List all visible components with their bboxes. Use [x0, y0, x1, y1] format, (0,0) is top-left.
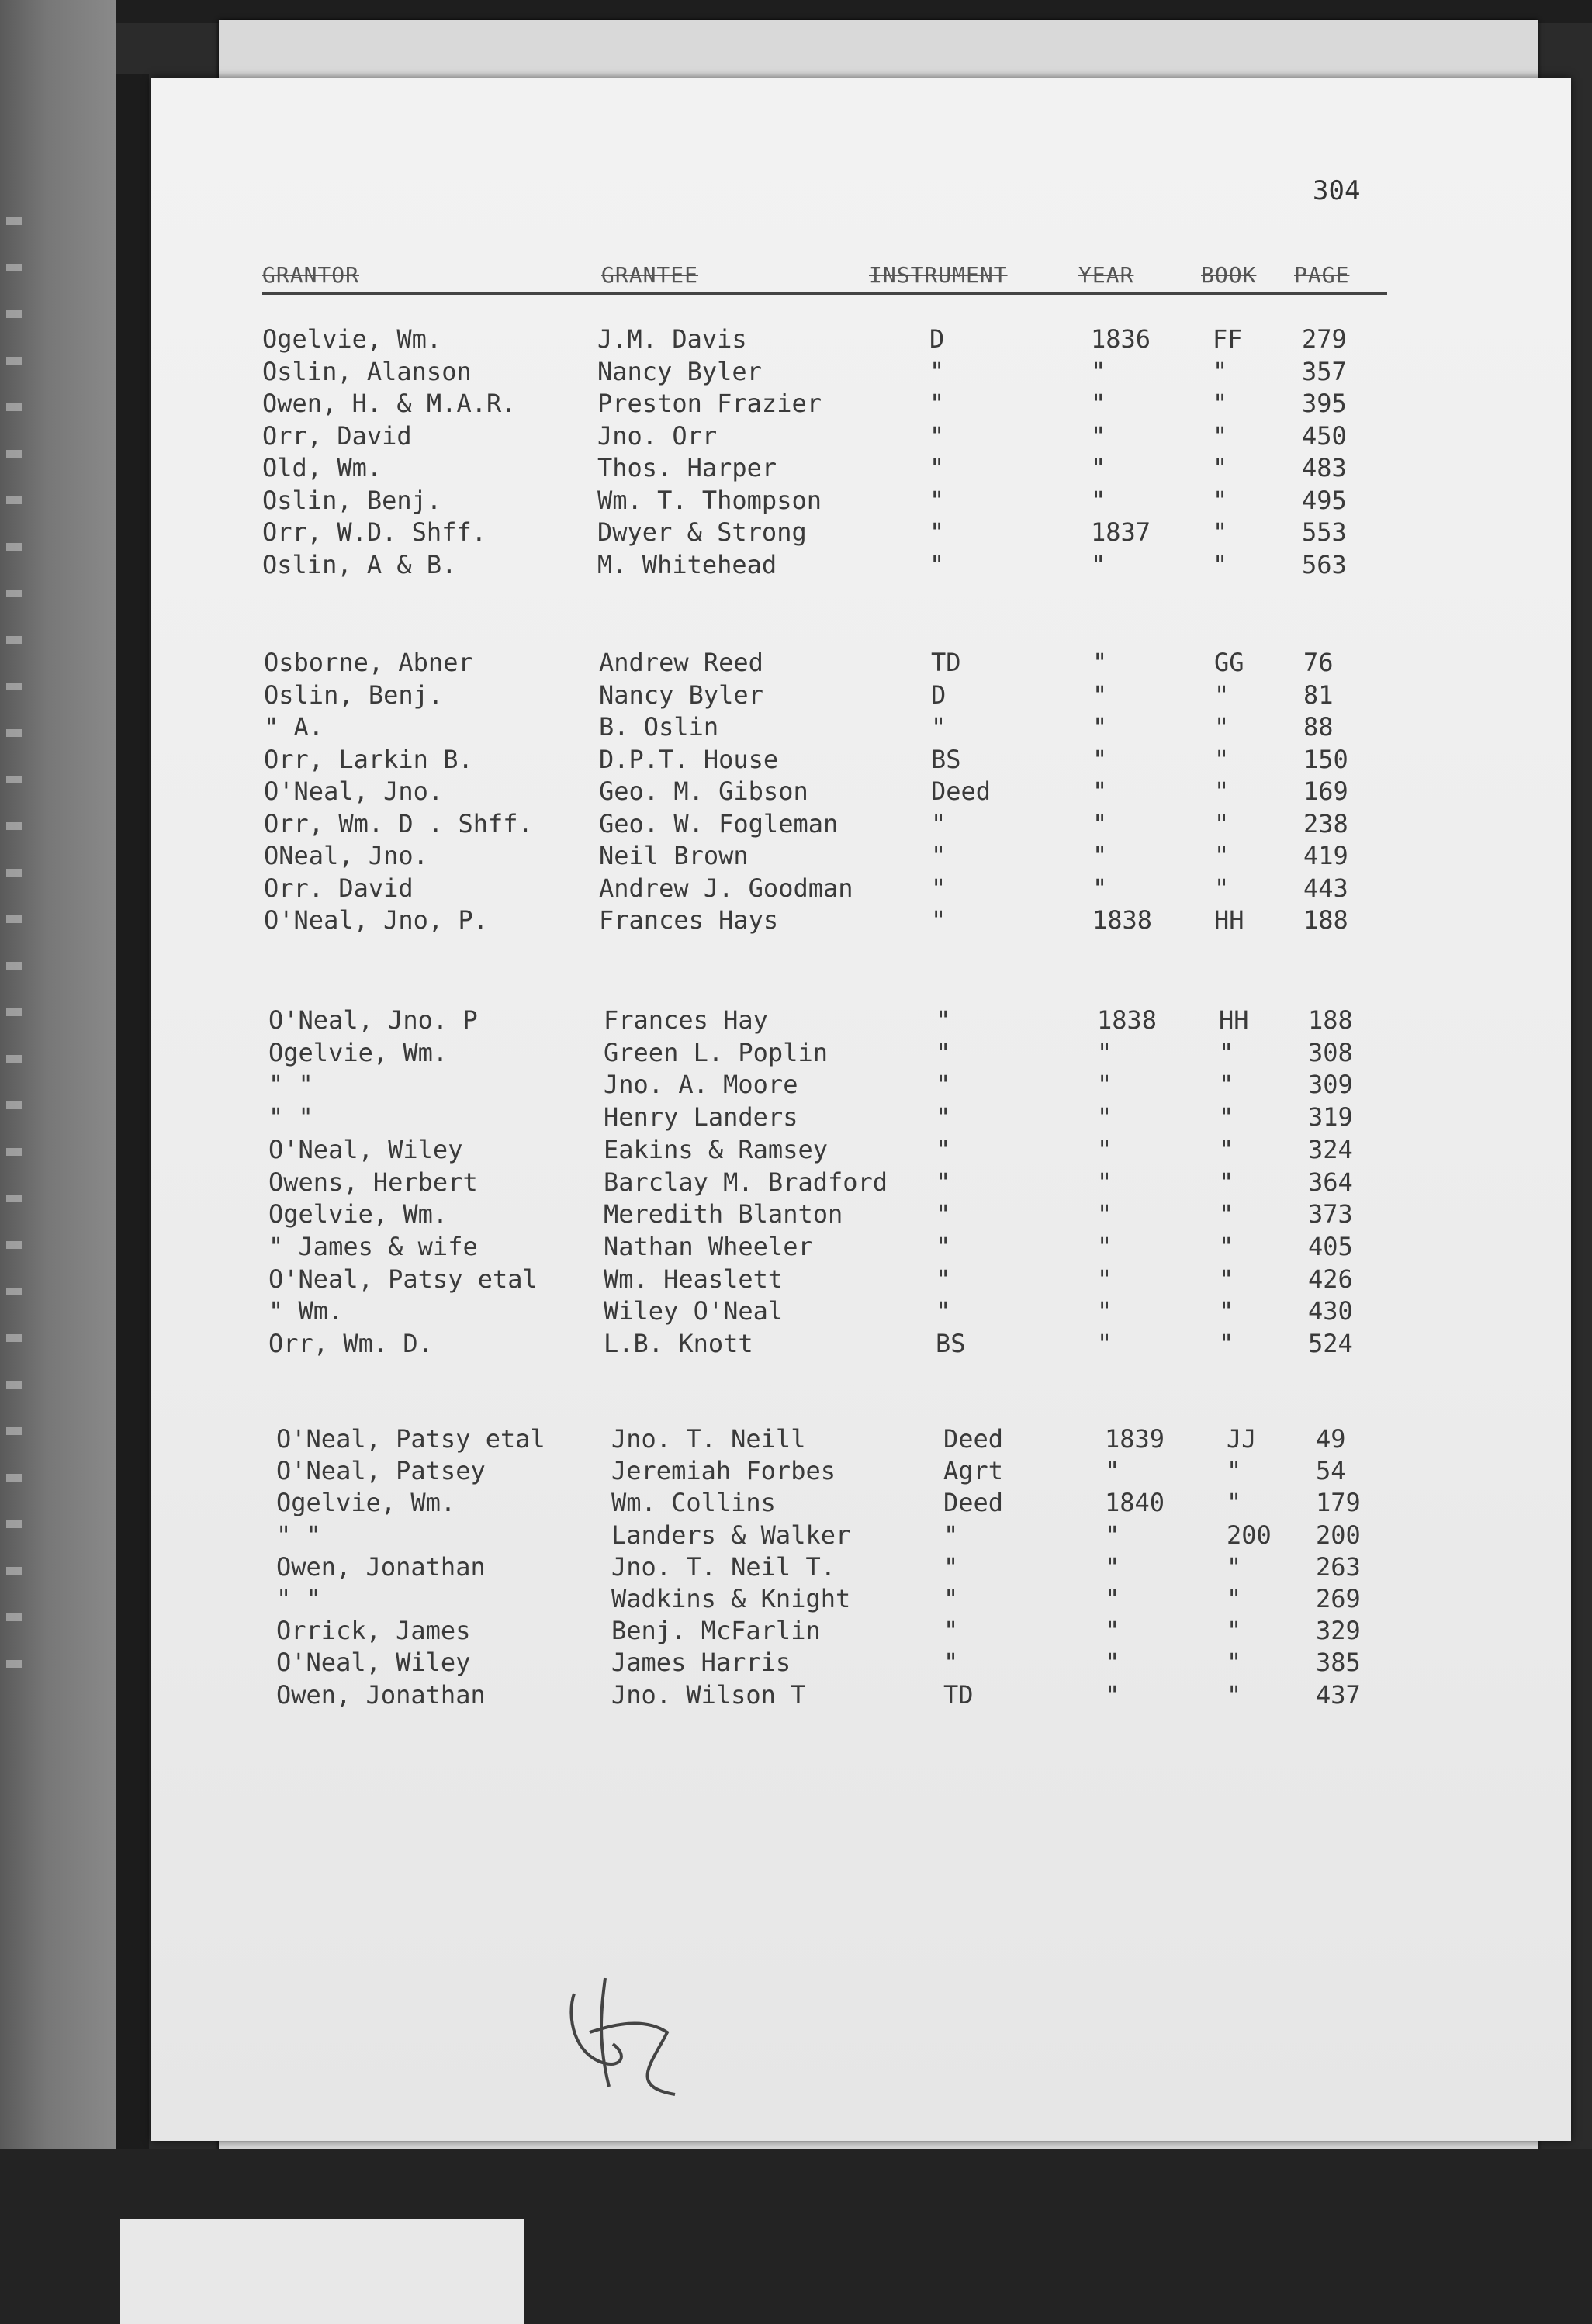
year-cell: " — [1092, 841, 1108, 870]
instrument-cell: " — [929, 517, 945, 547]
instrument-cell: " — [929, 453, 945, 482]
table-row — [268, 1135, 1432, 1166]
grantor-cell: Ogelvie, Wm. — [268, 1199, 448, 1229]
year-cell: " — [1092, 680, 1108, 710]
year-cell: 1838 — [1097, 1005, 1158, 1035]
table-row — [262, 389, 1426, 420]
page-cell: 88 — [1303, 712, 1334, 742]
book-cell: " — [1219, 1296, 1234, 1326]
table-row — [276, 1584, 1440, 1615]
table-row — [268, 1070, 1432, 1101]
instrument-cell: " — [943, 1551, 959, 1582]
book-cell: " — [1213, 549, 1228, 579]
book-cell: " — [1213, 420, 1228, 451]
instrument-cell: " — [929, 549, 945, 579]
grantee-cell: Frances Hay — [604, 1005, 768, 1035]
book-cell: 200 — [1227, 1520, 1272, 1550]
year-cell: 1838 — [1092, 905, 1153, 935]
grantee-cell: J.M. Davis — [597, 324, 747, 354]
book-cell: " — [1214, 841, 1230, 870]
book-cell: HH — [1219, 1005, 1249, 1035]
table-row — [268, 1296, 1432, 1327]
book-cell: " — [1219, 1134, 1234, 1164]
grantor-cell: Orr, David — [262, 420, 412, 451]
page-cell: 309 — [1308, 1070, 1353, 1100]
grantee-cell: Green L. Poplin — [604, 1037, 828, 1067]
page-cell: 188 — [1303, 905, 1348, 935]
book-cell: " — [1219, 1231, 1234, 1261]
book-cell: " — [1219, 1167, 1234, 1197]
instrument-cell: BS — [936, 1329, 966, 1358]
page-cell: 563 — [1302, 549, 1347, 579]
table-row — [264, 745, 1428, 776]
book-cell: " — [1219, 1102, 1234, 1133]
instrument-cell: " — [943, 1616, 959, 1646]
page-cell: 81 — [1303, 680, 1334, 710]
year-cell: " — [1092, 712, 1108, 742]
grantee-cell: Geo. M. Gibson — [599, 776, 808, 806]
table-row — [264, 680, 1428, 711]
grantee-cell: Geo. W. Fogleman — [599, 808, 839, 839]
year-cell: " — [1092, 776, 1108, 806]
table-row — [268, 1167, 1432, 1198]
year-cell: " — [1091, 420, 1106, 451]
page-cell: 150 — [1303, 744, 1348, 774]
book-cell: " — [1227, 1648, 1242, 1678]
table-row — [276, 1520, 1440, 1551]
page-number: 304 — [1313, 175, 1361, 206]
grantor-cell: Oslin, Benj. — [262, 485, 442, 515]
book-cell: " — [1214, 873, 1230, 903]
instrument-cell: " — [936, 1264, 951, 1294]
page-cell: 483 — [1302, 453, 1347, 482]
grantor-cell: Orr, Larkin B. — [264, 744, 473, 774]
table-row — [276, 1488, 1440, 1519]
page-cell: 279 — [1302, 324, 1347, 354]
grantee-cell: Wm. T. Thompson — [597, 485, 822, 515]
table-row — [268, 1232, 1432, 1263]
table-row — [276, 1680, 1440, 1711]
grantor-cell: Owen, Jonathan — [276, 1679, 486, 1710]
table-row — [276, 1648, 1440, 1679]
grantor-cell: O'Neal, Wiley — [268, 1134, 463, 1164]
page-cell: 329 — [1316, 1616, 1361, 1646]
year-cell: " — [1097, 1102, 1113, 1133]
grantee-cell: Jno. A. Moore — [604, 1070, 798, 1100]
instrument-cell: " — [936, 1231, 951, 1261]
year-cell: " — [1092, 648, 1108, 677]
page-cell: 373 — [1308, 1199, 1353, 1229]
year-cell: " — [1097, 1199, 1113, 1229]
grantee-cell: B. Oslin — [599, 712, 719, 742]
grantor-cell: " " — [276, 1520, 321, 1550]
header-page: PAGE — [1294, 262, 1350, 288]
table-row — [268, 1038, 1432, 1069]
year-cell: " — [1105, 1520, 1120, 1550]
table-row — [276, 1424, 1440, 1455]
instrument-cell: " — [929, 420, 945, 451]
grantee-cell: James Harris — [611, 1648, 791, 1678]
page-cell: 495 — [1302, 485, 1347, 515]
page-cell: 76 — [1303, 648, 1334, 677]
instrument-cell: D — [929, 324, 945, 354]
header-grantee: GRANTEE — [601, 262, 699, 288]
table-row — [268, 1264, 1432, 1295]
book-cell: FF — [1213, 324, 1243, 354]
year-cell: " — [1097, 1037, 1113, 1067]
page-cell: 364 — [1308, 1167, 1353, 1197]
page-cell: 405 — [1308, 1231, 1353, 1261]
grantee-cell: Nancy Byler — [597, 356, 762, 386]
year-cell: " — [1097, 1264, 1113, 1294]
year-cell: " — [1092, 808, 1108, 839]
grantor-cell: Orr, Wm. D . Shff. — [264, 808, 533, 839]
page-cell: 385 — [1316, 1648, 1361, 1678]
page-cell: 200 — [1316, 1520, 1361, 1550]
grantor-cell: O'Neal, Jno, P. — [264, 905, 488, 935]
book-cell: " — [1213, 356, 1228, 386]
instrument-cell: TD — [943, 1679, 974, 1710]
page-cell: 308 — [1308, 1037, 1353, 1067]
table-row — [264, 809, 1428, 840]
year-cell: " — [1097, 1296, 1113, 1326]
grantor-cell: " " — [268, 1070, 313, 1100]
header-instrument: INSTRUMENT — [869, 262, 1008, 288]
grantee-cell: Frances Hays — [599, 905, 779, 935]
book-cell: " — [1227, 1551, 1242, 1582]
book-cell: " — [1227, 1456, 1242, 1486]
year-cell: " — [1097, 1231, 1113, 1261]
year-cell: 1837 — [1091, 517, 1151, 547]
grantor-cell: O'Neal, Patsy etal — [268, 1264, 538, 1294]
header-grantor: GRANTOR — [262, 262, 360, 288]
year-cell: " — [1105, 1679, 1120, 1710]
book-cell: " — [1227, 1679, 1242, 1710]
grantee-cell: Meredith Blanton — [604, 1199, 843, 1229]
instrument-cell: " — [936, 1070, 951, 1100]
grantee-cell: Jno. T. Neill — [611, 1424, 806, 1454]
year-cell: " — [1105, 1456, 1120, 1486]
instrument-cell: " — [931, 841, 947, 870]
book-cell: " — [1214, 808, 1230, 839]
book-cell: " — [1219, 1264, 1234, 1294]
instrument-cell: " — [929, 356, 945, 386]
grantor-cell: ONeal, Jno. — [264, 841, 428, 870]
instrument-cell: " — [943, 1520, 959, 1550]
book-cell: " — [1213, 389, 1228, 418]
book-cell: " — [1227, 1488, 1242, 1518]
page-cell: 426 — [1308, 1264, 1353, 1294]
book-cell: " — [1227, 1616, 1242, 1646]
instrument-cell: " — [943, 1648, 959, 1678]
grantor-cell: O'Neal, Wiley — [276, 1648, 471, 1678]
grantor-cell: " " — [276, 1584, 321, 1613]
instrument-cell: " — [936, 1134, 951, 1164]
table-row — [262, 453, 1426, 484]
grantee-cell: Andrew J. Goodman — [599, 873, 853, 903]
instrument-cell: Agrt — [943, 1456, 1004, 1486]
year-cell: " — [1091, 453, 1106, 482]
table-row — [264, 841, 1428, 872]
page-cell: 437 — [1316, 1679, 1361, 1710]
grantee-cell: Jno. Orr — [597, 420, 718, 451]
instrument-cell: " — [943, 1584, 959, 1613]
page-cell: 269 — [1316, 1584, 1361, 1613]
grantor-cell: Oslin, Benj. — [264, 680, 444, 710]
grantee-cell: Wm. Collins — [611, 1488, 776, 1518]
year-cell: " — [1097, 1070, 1113, 1100]
table-row — [276, 1552, 1440, 1583]
book-cell: " — [1227, 1584, 1242, 1613]
page-cell: 188 — [1308, 1005, 1353, 1035]
instrument-cell: D — [931, 680, 947, 710]
grantee-cell: Thos. Harper — [597, 453, 777, 482]
page-cell: 54 — [1316, 1456, 1346, 1486]
page-cell: 179 — [1316, 1488, 1361, 1518]
book-cell: " — [1213, 453, 1228, 482]
year-cell: " — [1091, 485, 1106, 515]
header-book: BOOK — [1201, 262, 1257, 288]
grantor-cell: O'Neal, Patsy etal — [276, 1424, 545, 1454]
grantor-cell: Orr, W.D. Shff. — [262, 517, 486, 547]
book-cell: " — [1214, 744, 1230, 774]
instrument-cell: " — [936, 1005, 951, 1035]
book-cell: JJ — [1227, 1424, 1257, 1454]
year-cell: " — [1105, 1616, 1120, 1646]
grantor-cell: Owen, H. & M.A.R. — [262, 389, 517, 418]
year-cell: 1839 — [1105, 1424, 1165, 1454]
grantee-cell: D.P.T. House — [599, 744, 779, 774]
grantee-cell: Barclay M. Bradford — [604, 1167, 888, 1197]
table-row — [262, 550, 1426, 581]
grantor-cell: O'Neal, Jno. — [264, 776, 444, 806]
grantee-cell: Nathan Wheeler — [604, 1231, 813, 1261]
table-row — [264, 776, 1428, 808]
year-cell: 1840 — [1105, 1488, 1165, 1518]
book-cell: " — [1219, 1199, 1234, 1229]
instrument-cell: " — [936, 1037, 951, 1067]
year-cell: " — [1092, 873, 1108, 903]
table-row — [262, 324, 1426, 355]
page-cell: 450 — [1302, 420, 1347, 451]
handwritten-initial — [559, 1970, 714, 2102]
grantee-cell: M. Whitehead — [597, 549, 777, 579]
grantor-cell: Old, Wm. — [262, 453, 382, 482]
page-cell: 553 — [1302, 517, 1347, 547]
grantor-cell: Ogelvie, Wm. — [268, 1037, 448, 1067]
instrument-cell: " — [931, 808, 947, 839]
book-cell: " — [1219, 1037, 1234, 1067]
grantee-cell: Landers & Walker — [611, 1520, 851, 1550]
year-cell: " — [1105, 1551, 1120, 1582]
book-cell: " — [1214, 680, 1230, 710]
instrument-cell: TD — [931, 648, 961, 677]
page-cell: 238 — [1303, 808, 1348, 839]
grantee-cell: Henry Landers — [604, 1102, 798, 1133]
instrument-cell: Deed — [943, 1488, 1004, 1518]
table-row — [262, 486, 1426, 517]
year-cell: 1836 — [1091, 324, 1151, 354]
grantor-cell: " James & wife — [268, 1231, 478, 1261]
table-row — [268, 1005, 1432, 1036]
grantee-cell: Jeremiah Forbes — [611, 1456, 836, 1486]
book-cell: " — [1214, 712, 1230, 742]
page-cell: 49 — [1316, 1424, 1346, 1454]
page-cell: 430 — [1308, 1296, 1353, 1326]
book-cell: " — [1213, 485, 1228, 515]
grantor-cell: Osborne, Abner — [264, 648, 473, 677]
grantee-cell: L.B. Knott — [604, 1329, 753, 1358]
table-row — [264, 873, 1428, 904]
page-cell: 319 — [1308, 1102, 1353, 1133]
grantor-cell: " " — [268, 1102, 313, 1133]
table-row — [276, 1456, 1440, 1487]
grantor-cell: Oslin, A & B. — [262, 549, 457, 579]
grantee-cell: Nancy Byler — [599, 680, 763, 710]
page-cell: 419 — [1303, 841, 1348, 870]
instrument-cell: " — [931, 873, 947, 903]
instrument-cell: " — [936, 1167, 951, 1197]
page-cell: 324 — [1308, 1134, 1353, 1164]
table-row — [262, 357, 1426, 388]
table-row — [264, 648, 1428, 679]
book-cell: " — [1219, 1329, 1234, 1358]
grantor-cell: Owens, Herbert — [268, 1167, 478, 1197]
page-cell: 357 — [1302, 356, 1347, 386]
instrument-cell: " — [929, 389, 945, 418]
table-row — [262, 517, 1426, 548]
page-cell: 443 — [1303, 873, 1348, 903]
table-row — [262, 421, 1426, 452]
grantor-cell: O'Neal, Jno. P — [268, 1005, 478, 1035]
grantor-cell: " A. — [264, 712, 324, 742]
page-cell: 263 — [1316, 1551, 1361, 1582]
year-cell: " — [1091, 356, 1106, 386]
instrument-cell: Deed — [943, 1424, 1004, 1454]
grantee-cell: Preston Frazier — [597, 389, 822, 418]
table-row — [268, 1329, 1432, 1360]
instrument-cell: " — [936, 1199, 951, 1229]
grantor-cell: Ogelvie, Wm. — [276, 1488, 456, 1518]
year-cell: " — [1091, 549, 1106, 579]
grantee-cell: Eakins & Ramsey — [604, 1134, 828, 1164]
grantee-cell: Benj. McFarlin — [611, 1616, 821, 1646]
book-cell: " — [1219, 1070, 1234, 1100]
year-cell: " — [1105, 1648, 1120, 1678]
year-cell: " — [1092, 744, 1108, 774]
grantor-cell: Owen, Jonathan — [276, 1551, 486, 1582]
instrument-cell: " — [931, 712, 947, 742]
year-cell: " — [1105, 1584, 1120, 1613]
grantor-cell: O'Neal, Patsey — [276, 1456, 486, 1486]
year-cell: " — [1097, 1134, 1113, 1164]
grantor-cell: Ogelvie, Wm. — [262, 324, 442, 354]
grantor-cell: Orr, Wm. D. — [268, 1329, 433, 1358]
page-cell: 524 — [1308, 1329, 1353, 1358]
grantee-cell: Jno. T. Neil T. — [611, 1551, 836, 1582]
grantee-cell: Jno. Wilson T — [611, 1679, 806, 1710]
page-cell: 395 — [1302, 389, 1347, 418]
grantee-cell: Wadkins & Knight — [611, 1584, 851, 1613]
grantor-cell: " Wm. — [268, 1296, 344, 1326]
grantee-cell: Wiley O'Neal — [604, 1296, 784, 1326]
instrument-cell: " — [936, 1102, 951, 1133]
grantee-cell: Wm. Heaslett — [604, 1264, 784, 1294]
grantor-cell: Orrick, James — [276, 1616, 471, 1646]
instrument-cell: " — [929, 485, 945, 515]
book-cell: " — [1213, 517, 1228, 547]
instrument-cell: " — [936, 1296, 951, 1326]
grantor-cell: Oslin, Alanson — [262, 356, 472, 386]
book-cell: HH — [1214, 905, 1244, 935]
book-cell: GG — [1214, 648, 1244, 677]
year-cell: " — [1097, 1167, 1113, 1197]
header-year: YEAR — [1078, 262, 1134, 288]
instrument-cell: BS — [931, 744, 961, 774]
instrument-cell: Deed — [931, 776, 992, 806]
page-cell: 169 — [1303, 776, 1348, 806]
table-row — [264, 905, 1428, 936]
table-row — [264, 712, 1428, 743]
grantee-cell: Neil Brown — [599, 841, 749, 870]
table-row — [268, 1102, 1432, 1133]
grantee-cell: Dwyer & Strong — [597, 517, 807, 547]
table-row — [268, 1199, 1432, 1230]
year-cell: " — [1091, 389, 1106, 418]
year-cell: " — [1097, 1329, 1113, 1358]
grantor-cell: Orr. David — [264, 873, 414, 903]
table-row — [276, 1616, 1440, 1647]
grantee-cell: Andrew Reed — [599, 648, 763, 677]
instrument-cell: " — [931, 905, 947, 935]
book-cell: " — [1214, 776, 1230, 806]
